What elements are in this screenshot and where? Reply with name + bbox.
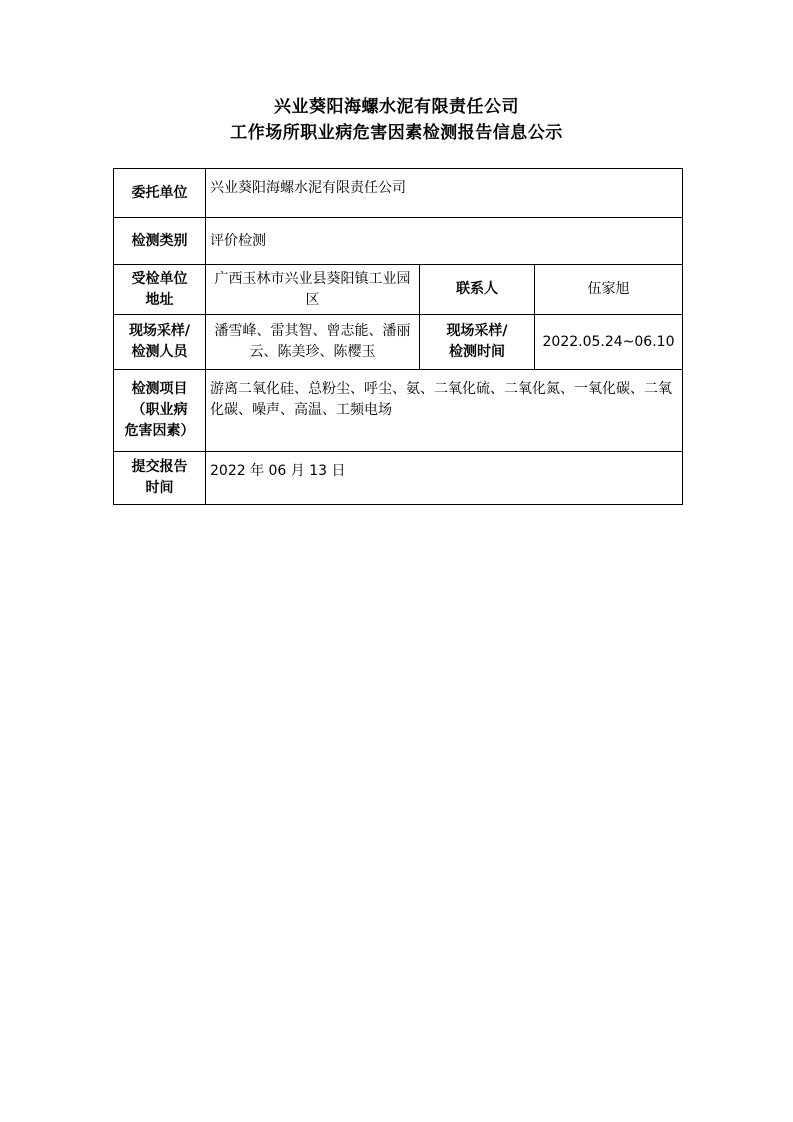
type-value: 评价检测 bbox=[206, 218, 683, 265]
time-value: 2022.05.24~06.10 bbox=[535, 315, 683, 370]
table-row-staff bbox=[114, 315, 683, 370]
items-value: 游离二氧化硅、总粉尘、呼尘、氨、二氧化硫、二氧化氮、一氧化碳、二氧化碳、噪声、高温、工频电场 bbox=[206, 370, 683, 452]
info-table bbox=[113, 168, 683, 505]
address-label-line-1: 受检单位 bbox=[131, 270, 188, 287]
client-label: 委托单位 bbox=[114, 169, 206, 218]
address-label bbox=[114, 265, 206, 315]
table-row-items bbox=[114, 370, 683, 452]
page-title: 工作场所职业病危害因素检测报告信息公示 bbox=[230, 123, 563, 143]
address-label-line-2: 地址 bbox=[145, 291, 174, 308]
address-value: 广西玉林市兴业县葵阳镇工业园区 bbox=[206, 265, 420, 315]
report-value: 2022 年 06 月 13 日 bbox=[206, 452, 683, 505]
time-label bbox=[420, 315, 535, 370]
time-label-line-1: 现场采样/ bbox=[446, 323, 508, 339]
contact-value: 伍家旭 bbox=[535, 265, 683, 315]
client-value: 兴业葵阳海螺水泥有限责任公司 bbox=[206, 169, 683, 218]
items-label bbox=[114, 370, 206, 452]
items-label-line-3: 危害因素） bbox=[124, 423, 195, 439]
staff-label-line-1: 现场采样/ bbox=[128, 323, 191, 339]
staff-label-line-2: 检测人员 bbox=[131, 344, 188, 360]
items-label-line-1: 检测项目 bbox=[131, 381, 188, 397]
company-title: 兴业葵阳海螺水泥有限责任公司 bbox=[274, 97, 519, 117]
table-row-report bbox=[114, 452, 683, 505]
report-label bbox=[114, 452, 206, 505]
time-label-line-2: 检测时间 bbox=[449, 344, 505, 360]
staff-value: 潘雪峰、雷其智、曾志能、潘丽云、陈美珍、陈樱玉 bbox=[206, 315, 420, 370]
items-label-line-2: （职业病 bbox=[131, 402, 188, 418]
contact-label: 联系人 bbox=[420, 265, 535, 315]
table-row-type bbox=[114, 218, 683, 265]
type-label: 检测类别 bbox=[114, 218, 206, 265]
table-row-address bbox=[114, 265, 683, 315]
staff-label bbox=[114, 315, 206, 370]
report-label-line-2: 时间 bbox=[145, 480, 174, 496]
table-row-client bbox=[114, 169, 683, 218]
report-label-line-1: 提交报告 bbox=[131, 459, 188, 475]
